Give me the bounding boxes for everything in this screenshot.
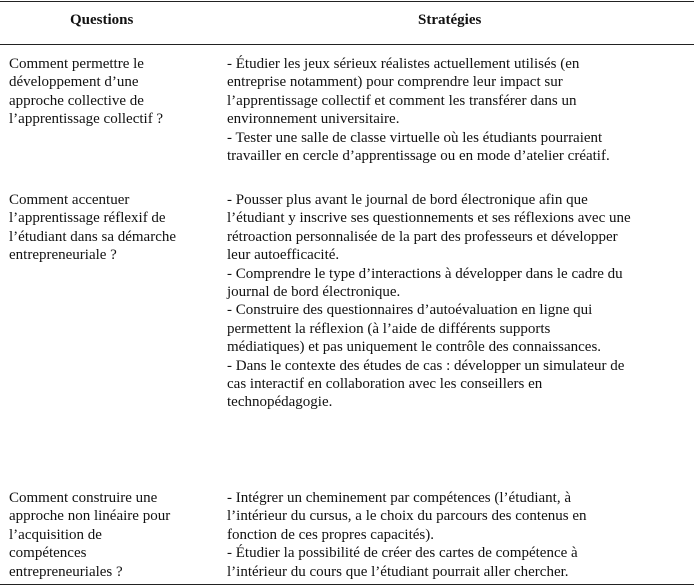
row-2-strategy-line: technopédagogie. <box>227 394 333 411</box>
row-1-strategy-line: - Étudier les jeux sérieux réalistes actuellement utilisés (en <box>227 56 580 72</box>
row-2-strategy-line: rétroaction personnalisée de la part des professeurs et développer <box>227 228 618 245</box>
table-bottom-rule <box>0 584 694 585</box>
row-2-strategy-line: leur autoefficacité. <box>227 247 340 264</box>
row-3-question-line: l’acquisition de <box>9 526 102 543</box>
row-1-strategy-line: entreprise notamment) pour comprendre leur impact sur <box>227 74 563 91</box>
row-2-question-line: entrepreneuriale ? <box>9 247 117 264</box>
table-top-rule <box>0 1 694 2</box>
row-2-strategy-line: - Pousser plus avant le journal de bord électronique afin que <box>227 192 588 208</box>
row-2-strategy-line: - Construire des questionnaires d’autoévaluation en ligne qui <box>227 302 593 319</box>
row-3-strategy-line: - Étudier la possibilité de créer des cartes de compétence à <box>227 545 578 562</box>
row-3-question <box>9 489 170 581</box>
row-3-strategy-line: l’intérieur du cours que l’étudiant pourrait aller chercher. <box>227 563 569 580</box>
row-2-strategy-line: journal de bord électronique. <box>227 284 401 301</box>
row-2-strategies <box>227 191 631 412</box>
row-1-strategies <box>227 55 610 165</box>
row-2-strategy-line: - Comprendre le type d’interactions à développer dans le cadre du <box>227 265 623 282</box>
row-3-strategy-line: fonction de ces propres capacités). <box>227 526 434 543</box>
row-3-strategies <box>227 489 586 581</box>
row-3-question-line: compétences <box>9 545 87 562</box>
row-3-question-line: entrepreneuriales ? <box>9 563 123 580</box>
row-1-question-line: l’apprentissage collectif ? <box>9 111 164 128</box>
row-2-strategy-line: - Dans le contexte des études de cas : développer un simulateur de <box>227 357 625 374</box>
row-1-strategy-line: travailler en cercle d’apprentissage ou en mode d’atelier créatif. <box>227 148 610 165</box>
header-questions: Questions <box>70 12 134 28</box>
row-1-strategy-line: l’apprentissage collectif et comment les transférer dans un <box>227 92 577 109</box>
row-1-strategy-line: environnement universitaire. <box>227 111 400 128</box>
row-3-question-line: Comment construire une <box>9 490 158 506</box>
row-1-question-line: Comment permettre le <box>9 56 144 72</box>
row-3-strategy-line: - Intégrer un cheminement par compétences (l’étudiant, à <box>227 490 572 506</box>
row-1-question-line: approche collective de <box>9 92 144 109</box>
row-2-strategy-line: médiatiques) et pas uniquement le contrôle des connaissances. <box>227 339 602 356</box>
row-2-strategy-line: l’étudiant y inscrive ses questionnements et ses réflexions avec une <box>227 210 631 227</box>
row-2-question <box>9 191 176 265</box>
row-2-question-line: l’apprentissage réflexif de <box>9 210 166 227</box>
row-1-question <box>9 55 163 129</box>
row-2-question-line: Comment accentuer <box>9 192 130 208</box>
header-strategies: Stratégies <box>418 12 482 28</box>
row-3-strategy-line: l’intérieur du cursus, a le choix du parcours des contenus en <box>227 508 587 525</box>
row-2-strategy-line: permettent la réflexion (à l’aide de différents supports <box>227 320 551 337</box>
row-1-question-line: développement d’une <box>9 74 139 91</box>
row-2-question-line: l’étudiant dans sa démarche <box>9 228 177 245</box>
row-2-strategy-line: cas interactif en collaboration avec les conseillers en <box>227 376 543 393</box>
row-3-question-line: approche non linéaire pour <box>9 508 171 525</box>
header-rule <box>0 44 694 45</box>
row-1-strategy-line: - Tester une salle de classe virtuelle où les étudiants pourraient <box>227 129 603 146</box>
